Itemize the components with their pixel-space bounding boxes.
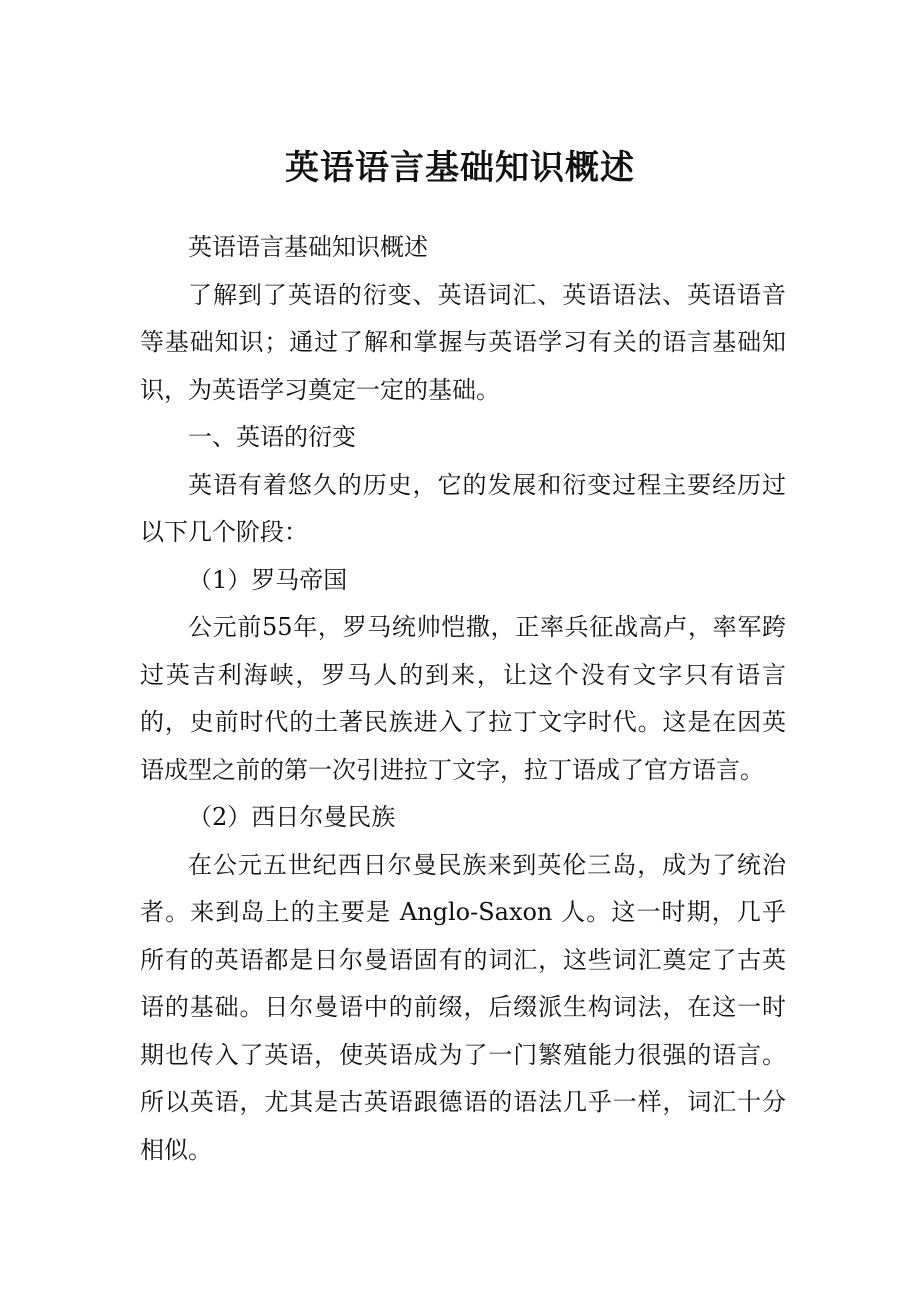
- west-germanic-paragraph: 在公元五世纪西日尔曼民族来到英伦三岛，成为了统治者。来到岛上的主要是 Anglo-Saxon 人。这一时期，几乎所有的英语都是日尔曼语固有的词汇，这些词汇奠定了古英语的基础。日尔曼语中的前缀，后缀派生构词法，在这一时期也传入了英语，使英语成为了一门繁殖能力很强的语言。所以英语，尤其是古英语跟德语的语法几乎一样，词汇十分相似。: [140, 850, 786, 1164]
- subheading-west-germanic: （2）西日尔曼民族: [188, 803, 396, 831]
- roman-empire-paragraph: 公元前55年，罗马统帅恺撒，正率兵征战高卢，率军跨过英吉利海峡，罗马人的到来，让这个没有文字只有语言的，史前时代的土著民族进入了拉丁文字时代。这是在因英语成型之前的第一次引进拉丁文字，拉丁语成了官方语言。: [140, 613, 786, 784]
- evolution-intro-paragraph: 英语有着悠久的历史，它的发展和衍变过程主要经历过以下几个阶段：: [140, 470, 786, 546]
- document-body: [140, 224, 786, 1174]
- document-title: 英语语言基础知识概述: [285, 148, 635, 188]
- section-heading-evolution: 一、英语的衍变: [188, 423, 356, 451]
- intro-heading: 英语语言基础知识概述: [188, 233, 428, 261]
- subheading-roman-empire: （1）罗马帝国: [188, 565, 348, 594]
- intro-paragraph: 了解到了英语的衍变、英语词汇、英语语法、英语语音等基础知识；通过了解和掌握与英语学习有关的语言基础知识，为英语学习奠定一定的基础。: [140, 280, 786, 404]
